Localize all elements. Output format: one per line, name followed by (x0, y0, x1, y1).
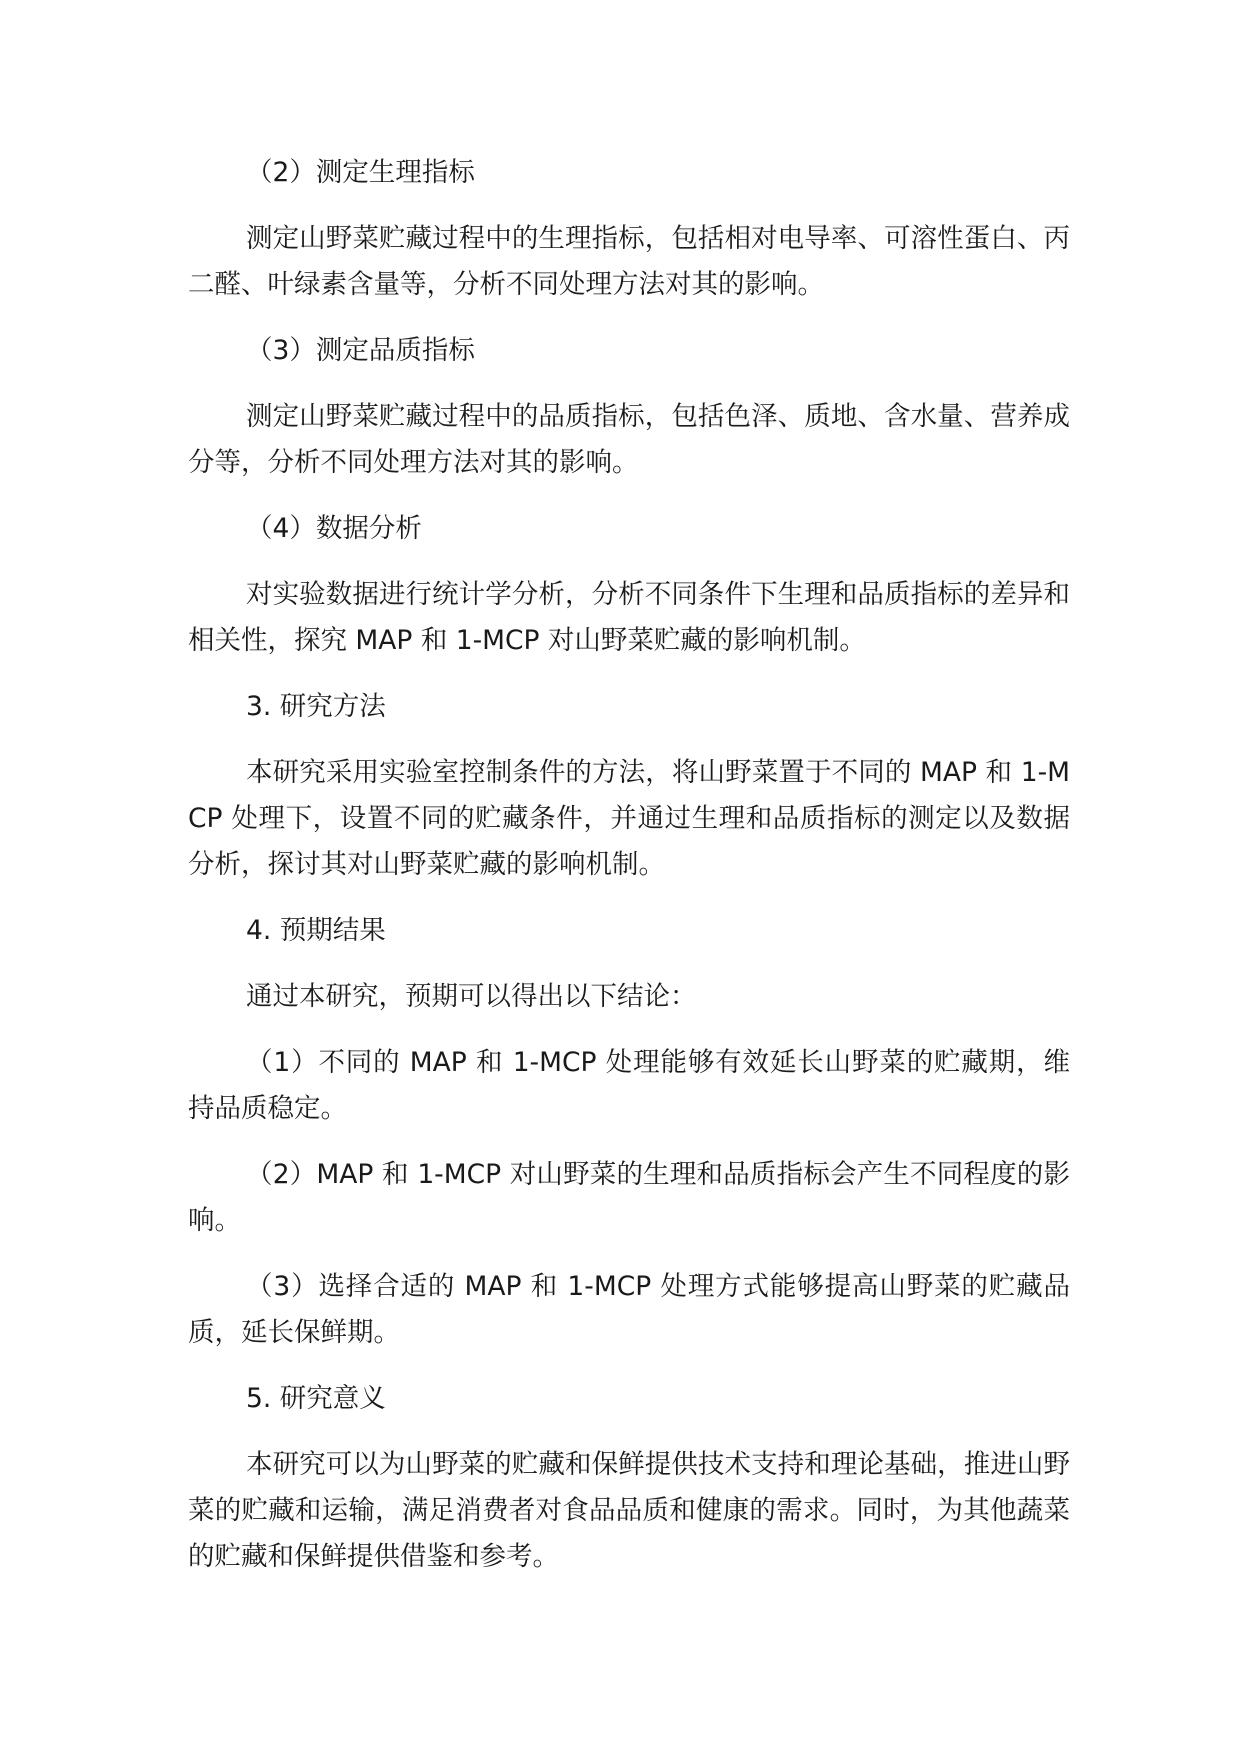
section-heading-research-significance: 5. 研究意义 (246, 1383, 386, 1414)
paragraph-expected-result-3: （3）选择合适的 MAP 和 1-MCP 处理方式能够提高山野菜的贮藏品质，延长保鲜期。 (188, 1271, 1070, 1348)
paragraph-data-analysis: 对实验数据进行统计学分析，分析不同条件下生理和品质指标的差异和相关性，探究 MAP 和 1-MCP 对山野菜贮藏的影响机制。 (188, 579, 1070, 656)
paragraph-expected-result-2: （2）MAP 和 1-MCP 对山野菜的生理和品质指标会产生不同程度的影响。 (188, 1159, 1070, 1236)
paragraph-research-significance: 本研究可以为山野菜的贮藏和保鲜提供技术支持和理论基础，推进山野菜的贮藏和运输，满足消费者对食品品质和健康的需求。同时，为其他蔬菜的贮藏和保鲜提供借鉴和参考。 (188, 1449, 1070, 1572)
subheading-physiological-indicators: （2）测定生理指标 (246, 157, 475, 188)
subheading-quality-indicators: （3）测定品质指标 (246, 335, 475, 366)
paragraph-research-methods: 本研究采用实验室控制条件的方法，将山野菜置于不同的 MAP 和 1-MCP 处理下，设置不同的贮藏条件，并通过生理和品质指标的测定以及数据分析，探讨其对山野菜贮藏的影响机制。 (188, 757, 1070, 880)
document-body (188, 150, 1070, 1600)
section-heading-expected-results: 4. 预期结果 (246, 915, 386, 946)
paragraph-quality-indicators: 测定山野菜贮藏过程中的品质指标，包括色泽、质地、含水量、营养成分等，分析不同处理方法对其的影响。 (188, 401, 1070, 478)
section-heading-research-methods: 3. 研究方法 (246, 691, 386, 722)
paragraph-expected-result-1: （1）不同的 MAP 和 1-MCP 处理能够有效延长山野菜的贮藏期，维持品质稳定。 (188, 1047, 1070, 1124)
paragraph-physiological-indicators: 测定山野菜贮藏过程中的生理指标，包括相对电导率、可溶性蛋白、丙二醛、叶绿素含量等，分析不同处理方法对其的影响。 (188, 223, 1070, 300)
paragraph-expected-results-intro: 通过本研究，预期可以得出以下结论： (246, 981, 697, 1012)
subheading-data-analysis: （4）数据分析 (246, 513, 422, 544)
